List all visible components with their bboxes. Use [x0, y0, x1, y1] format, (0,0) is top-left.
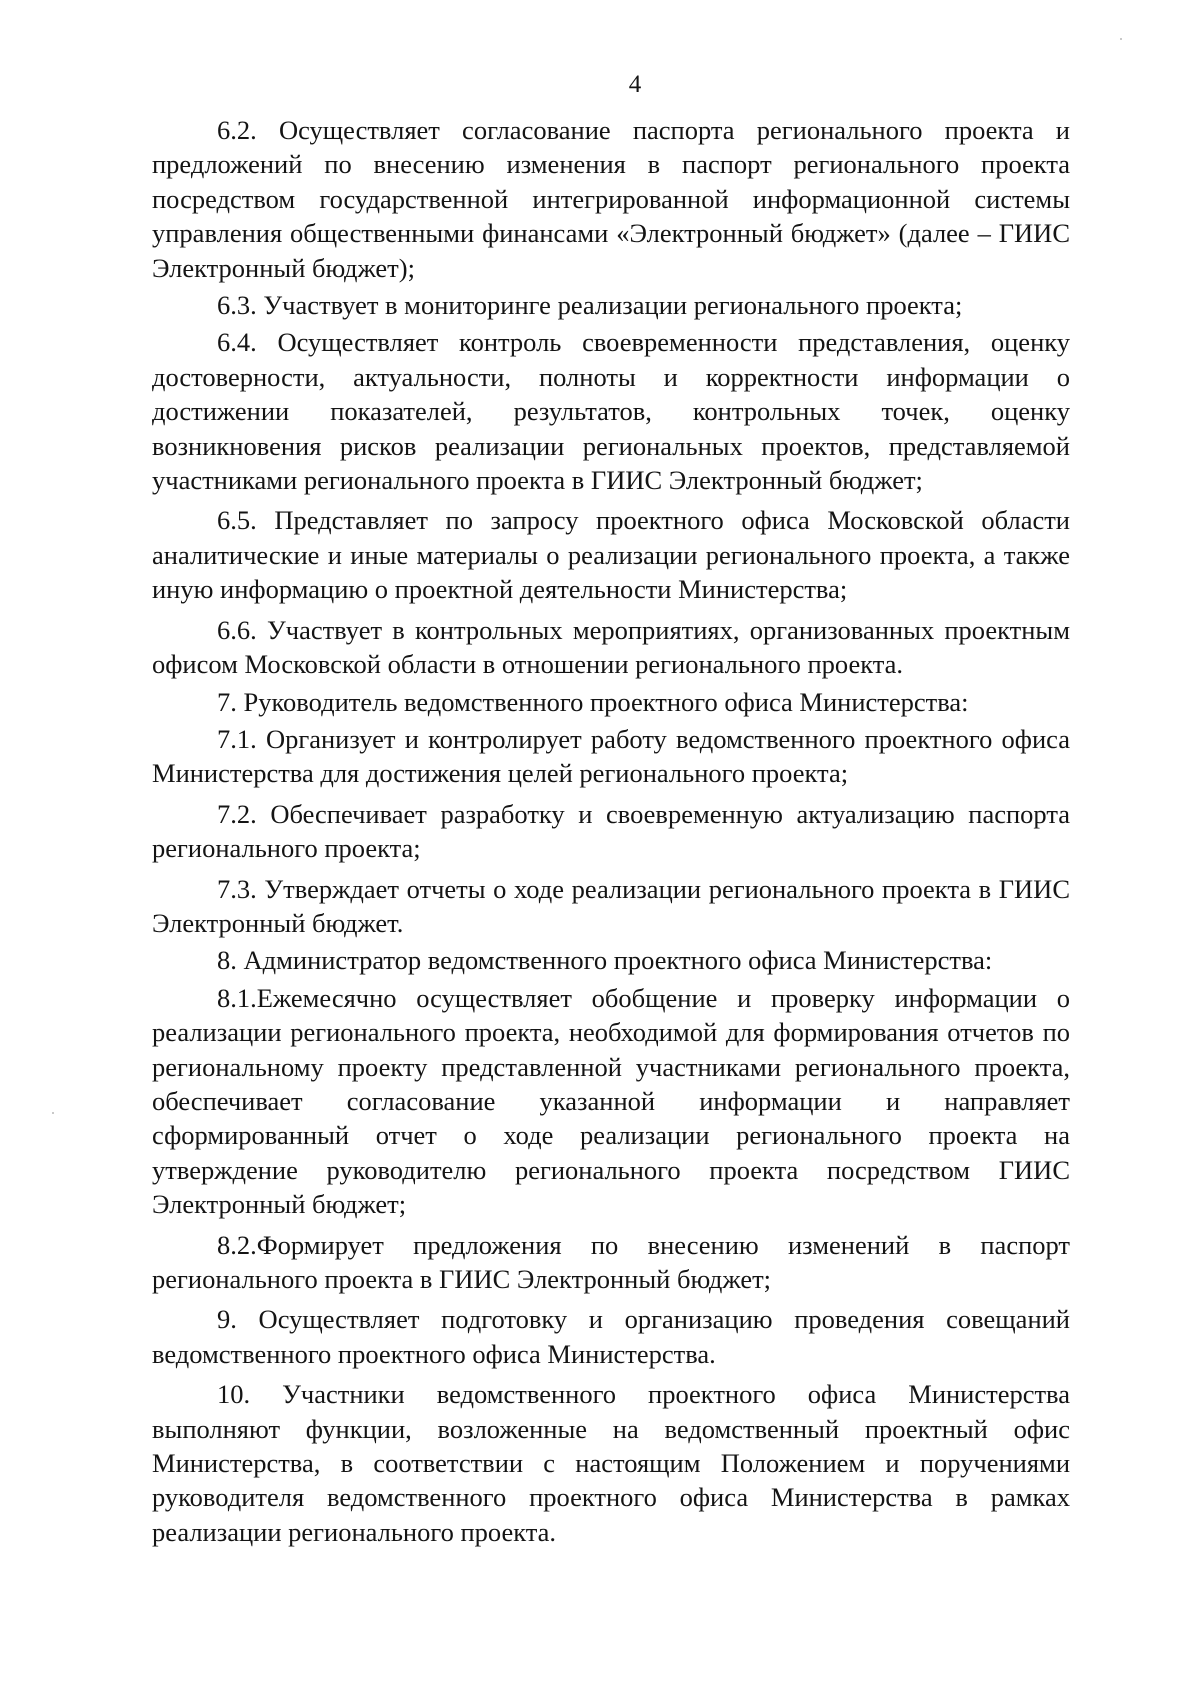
page-number: 4: [628, 71, 642, 98]
paragraph-8-1: 8.1.Ежемесячно осуществляет обобщение и проверку информации о реализации регионального проекта, необходимой для формирования отчетов по региональному проекту представленной участниками регионального проекта, обеспечивает согласование указанной информации и направляет сформированный отчет о ходе реализации регионального проекта на утверждение руководителю регионального проекта посредством ГИИС Электронный бюджет;: [152, 982, 1070, 1220]
scan-speck: [52, 1112, 54, 1114]
paragraph-10: 10. Участники ведомственного проектного офиса Министерства выполняют функции, возложенные на ведомственный проектный офис Министерства, в соответствии с настоящим Положением и поручениями руководителя ведомственного проектного офиса Министерства в рамках реализации регионального проекта.: [152, 1379, 1070, 1547]
paragraph-6-2: 6.2. Осуществляет согласование паспорта регионального проекта и предложений по внесению изменения в паспорт регионального проекта посредством государственной интегрированной информационной системы управления общественными финансами «Электронный бюджет» (далее – ГИИС Электронный бюджет);: [152, 115, 1070, 283]
paragraph-8: 8. Администратор ведомственного проектного офиса Министерства:: [217, 945, 993, 976]
paragraph-6-3: 6.3. Участвует в мониторинге реализации регионального проекта;: [217, 290, 963, 321]
paragraph-7-2: 7.2. Обеспечивает разработку и своевременную актуализацию паспорта регионального проекта;: [152, 798, 1070, 864]
document-body: [152, 113, 1070, 1549]
scan-speck: [1120, 38, 1122, 40]
paragraph-6-4: 6.4. Осуществляет контроль своевременности представления, оценку достоверности, актуальности, полноты и корректности информации о достижении показателей, результатов, контрольных точек, оценку возникновения рисков реализации региональных проектов, представляемой участниками регионального проекта в ГИИС Электронный бюджет;: [152, 327, 1070, 496]
paragraph-8-2: 8.2.Формирует предложения по внесению изменений в паспорт регионального проекта в ГИИС Электронный бюджет;: [152, 1229, 1070, 1294]
paragraph-6-5: 6.5. Представляет по запросу проектного офиса Московской области аналитические и иные материалы о реализации регионального проекта, а также иную информацию о проектной деятельности Министерства;: [152, 505, 1070, 605]
paragraph-7-1: 7.1. Организует и контролирует работу ведомственного проектного офиса Министерства для достижения целей регионального проекта;: [152, 723, 1070, 789]
paragraph-6-6: 6.6. Участвует в контрольных мероприятиях, организованных проектным офисом Московской области в отношении регионального проекта.: [152, 614, 1070, 680]
paragraph-9: 9. Осуществляет подготовку и организацию проведения совещаний ведомственного проектного офиса Министерства.: [152, 1304, 1070, 1369]
paragraph-7: 7. Руководитель ведомственного проектного офиса Министерства:: [217, 686, 969, 717]
paragraph-7-3: 7.3. Утверждает отчеты о ходе реализации регионального проекта в ГИИС Электронный бюджет.: [152, 873, 1070, 938]
